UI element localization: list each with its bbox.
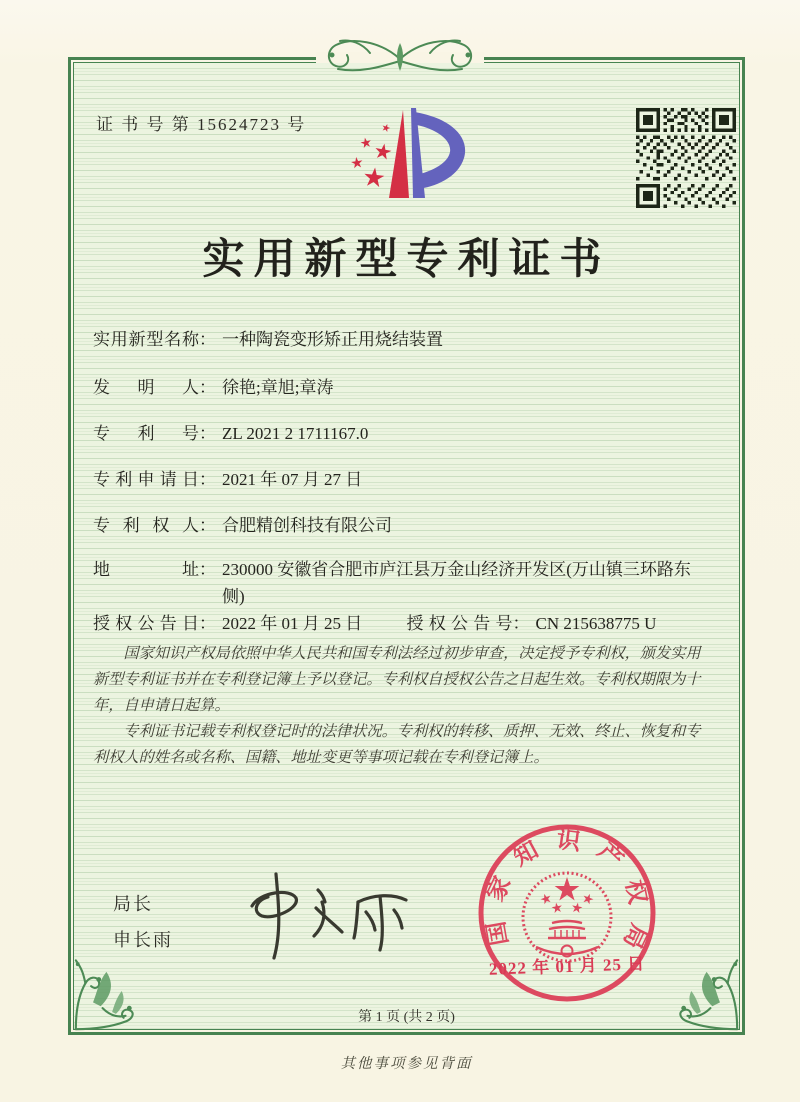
commissioner-title: 局长 xyxy=(113,894,153,914)
field-filing-date xyxy=(93,466,362,493)
field-label: 专利申请日 xyxy=(93,470,199,489)
field-value: 230000 安徽省合肥市庐江县万金山经济开发区(万山镇三环路东侧) xyxy=(222,560,691,606)
seal-text: 国家知识产权局 xyxy=(480,827,654,967)
field-address xyxy=(93,556,706,610)
field-label: 发明人 xyxy=(93,378,199,397)
field-colon: ： xyxy=(199,560,216,579)
field-label: 专利权人 xyxy=(93,516,199,535)
field-colon: ： xyxy=(199,614,216,633)
logo-red-wedge xyxy=(389,110,409,198)
field-inventors xyxy=(93,374,333,401)
certificate-title: 实用新型专利证书 xyxy=(202,237,611,283)
field-utility-model-name xyxy=(93,326,443,353)
field-colon: ： xyxy=(199,378,216,397)
field-grant-row xyxy=(93,610,656,637)
field-patent-number xyxy=(93,420,368,447)
legal-text-block xyxy=(93,641,713,771)
field-value: 徐艳;章旭;章涛 xyxy=(222,378,334,397)
logo-blue-p xyxy=(411,108,465,198)
field-colon: ： xyxy=(199,516,216,535)
field-colon: ： xyxy=(512,614,530,633)
field-label: 地址 xyxy=(93,560,199,579)
certificate-number: 证 书 号 第 15624723 号 xyxy=(96,115,307,134)
field-label: 授权公告日 xyxy=(93,614,199,633)
handwritten-signature-icon xyxy=(238,868,418,963)
commissioner-name: 申长雨 xyxy=(113,930,173,950)
qr-code-icon xyxy=(636,108,736,208)
seal-date: 2022 年 01 月 25 日 xyxy=(488,954,646,979)
field-value: CN 215638775 U xyxy=(535,614,657,633)
grant-number-group xyxy=(407,610,657,637)
logo-stars xyxy=(351,123,393,188)
field-value: 2022 年 01 月 25 日 xyxy=(222,614,363,633)
back-side-note: 其他事项参见背面 xyxy=(340,1056,473,1072)
field-label: 授权公告号 xyxy=(406,614,513,633)
cnipa-logo-icon xyxy=(330,104,480,218)
field-value: 2021 年 07 月 27 日 xyxy=(222,470,363,489)
field-label: 实用新型名称 xyxy=(93,330,199,349)
legal-paragraph-2: 专利证书记载专利权登记时的法律状况。专利权的转移、质押、无效、终止、恢复和专利权人的姓名或名称、国籍、地址变更等事项记载在专利登记簿上。 xyxy=(93,723,701,766)
page-number: 第 1 页 (共 2 页) xyxy=(358,1010,455,1025)
top-flourish-ornament-icon xyxy=(280,31,520,85)
national-emblem xyxy=(523,873,611,961)
field-value: ZL 2021 2 1711167.0 xyxy=(222,424,369,443)
field-label: 专利号 xyxy=(93,424,199,443)
legal-paragraph-1: 国家知识产权局依照中华人民共和国专利法经过初步审查，决定授予专利权，颁发实用新型专利证书并在专利登记簿上予以登记。专利权自授权公告之日起生效。专利权期限为十年，自申请日起算。 xyxy=(93,645,701,714)
field-colon: ： xyxy=(199,470,216,489)
field-colon: ： xyxy=(199,424,216,443)
field-patentee xyxy=(93,512,392,539)
field-value: 一种陶瓷变形矫正用烧结装置 xyxy=(222,330,443,349)
grant-date-group xyxy=(93,614,362,633)
field-colon: ： xyxy=(199,330,216,349)
field-value: 合肥精创科技有限公司 xyxy=(222,516,392,535)
